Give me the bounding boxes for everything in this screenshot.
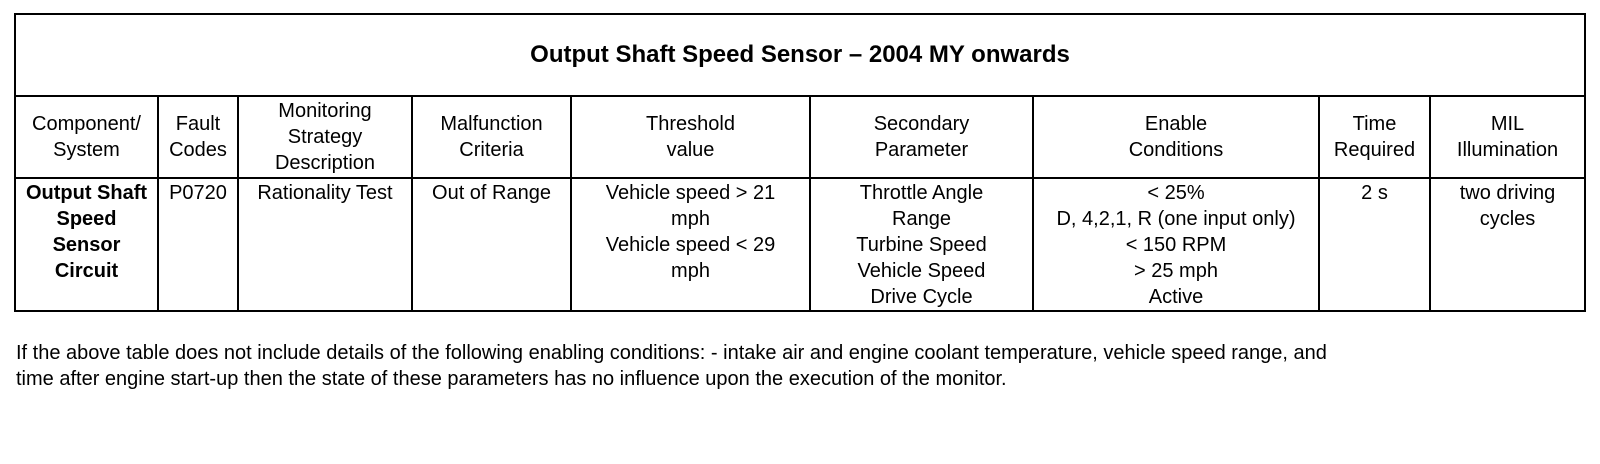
- header-enable-conditions: Enable Conditions: [1033, 96, 1319, 178]
- cell-secondary-parameter: Throttle Angle Range Turbine Speed Vehicle Speed Drive Cycle: [810, 178, 1033, 311]
- cell-enable-conditions: < 25% D, 4,2,1, R (one input only) < 150 RPM > 25 mph Active: [1033, 178, 1319, 311]
- cell-component: Output Shaft Speed Sensor Circuit: [15, 178, 158, 311]
- header-row: [15, 96, 1585, 178]
- header-monitoring-strategy: Monitoring Strategy Description: [238, 96, 412, 178]
- monitor-table: [14, 13, 1586, 312]
- cell-fault-code: P0720: [158, 178, 238, 311]
- header-secondary-parameter: Secondary Parameter: [810, 96, 1033, 178]
- header-threshold-value: Threshold value: [571, 96, 810, 178]
- footnote-paragraph: [16, 340, 1576, 392]
- cell-time-required: 2 s: [1319, 178, 1430, 311]
- header-time-required: Time Required: [1319, 96, 1430, 178]
- footnote-line-2: time after engine start-up then the state of these parameters has no influence upon the execution of the monitor.: [16, 368, 1007, 390]
- header-component: Component/ System: [15, 96, 158, 178]
- header-mil-illumination: MIL Illumination: [1430, 96, 1585, 178]
- footnote-line-1: If the above table does not include details of the following enabling conditions: - intake air and engine coolant temperature, vehicle speed range, and: [16, 342, 1327, 364]
- cell-malfunction-criteria: Out of Range: [412, 178, 571, 311]
- table-title: Output Shaft Speed Sensor – 2004 MY onwards: [15, 14, 1585, 96]
- cell-mil-illumination: two driving cycles: [1430, 178, 1585, 311]
- header-fault-codes: Fault Codes: [158, 96, 238, 178]
- table-row: [15, 178, 1585, 311]
- cell-monitoring-strategy: Rationality Test: [238, 178, 412, 311]
- header-malfunction-criteria: Malfunction Criteria: [412, 96, 571, 178]
- cell-threshold-value: Vehicle speed > 21 mph Vehicle speed < 29 mph: [571, 178, 810, 311]
